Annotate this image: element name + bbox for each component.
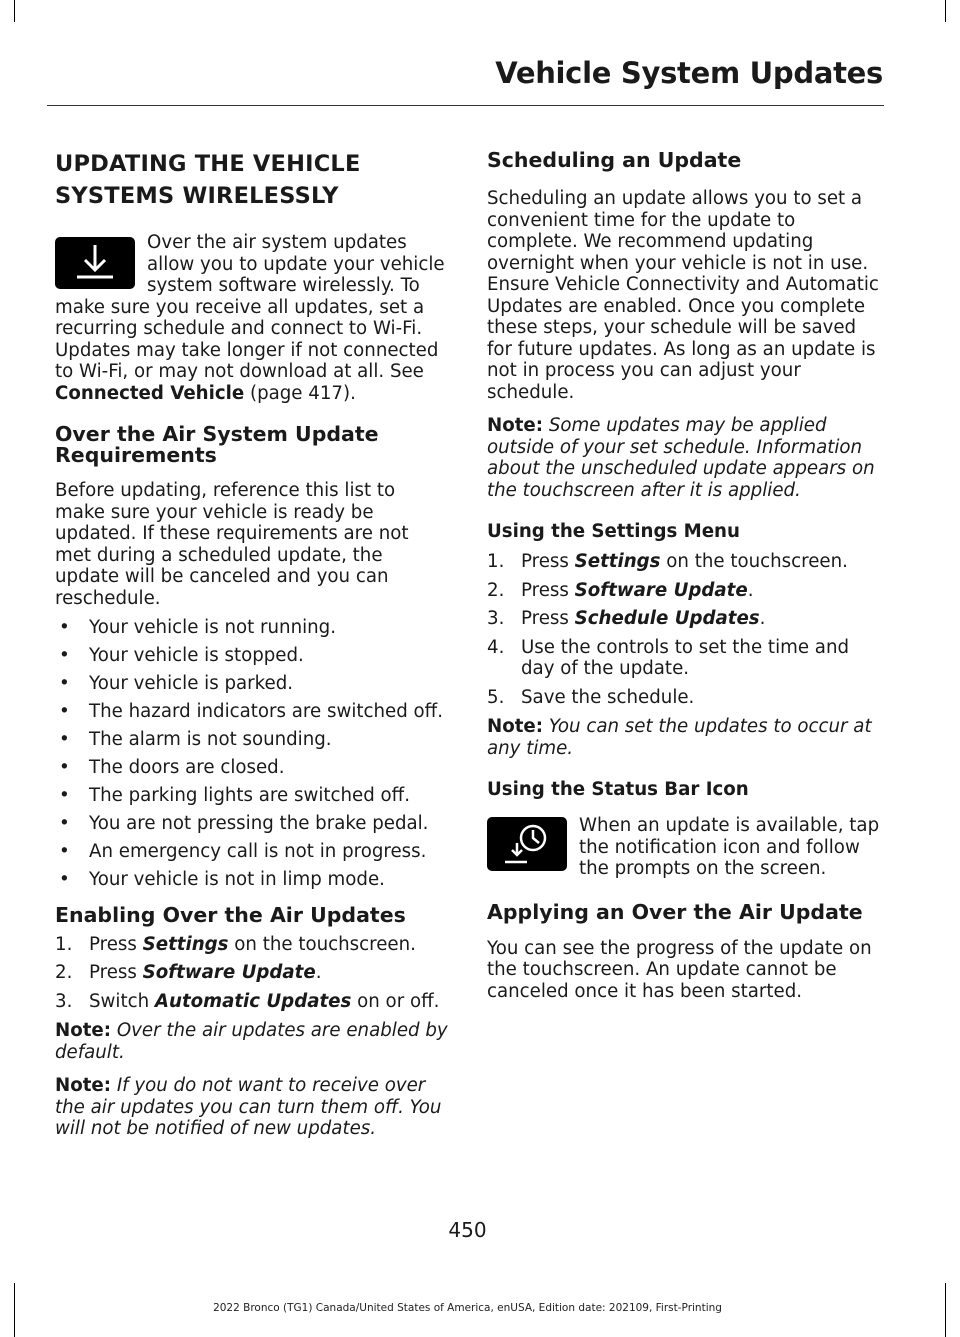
list-item: 2. Press Software Update. [487,579,754,601]
download-icon [55,237,135,289]
list-item: 5. Save the schedule. [487,686,695,708]
applying-heading: Applying an Over the Air Update [487,899,863,924]
status-block [487,815,882,880]
requirements-heading: Over the Air System Update Requirements [55,422,379,467]
crop-mark-top-left [14,0,15,22]
list-item: 1. Press Settings on the touchscreen. [487,551,848,572]
scheduling-paragraph: Scheduling an update allows you to set a convenient time for the update to complete. We recommend updating overnight when your vehicle is not in use. Ensure Vehicle Connectivity and Automatic Updates are enabled. Once you complete these steps, your schedule will be saved for future updates. As long as an update is not in process you can adjust your schedule. [487,188,879,403]
list-item: 2. Press Software Update. [55,962,322,983]
list-item: • An emergency call is not in progress. [55,841,450,863]
list-item: 4. Use the controls to set the time and day of the update. [487,636,850,679]
scheduled-update-icon [487,817,567,871]
main-heading-line2: SYSTEMS WIRELESSLY [55,183,339,209]
enable-steps [55,934,450,1013]
list-item: • The alarm is not sounding. [55,729,450,751]
status-paragraph: When an update is available, tap the notification icon and follow the prompts on the screen. [579,815,880,879]
right-column [487,148,882,1002]
note-any-time: Note: You can set the updates to occur at any time. [487,716,872,759]
list-item: • You are not pressing the brake pedal. [55,813,450,835]
main-heading-line1: UPDATING THE VEHICLE [55,151,361,177]
list-item: • Your vehicle is stopped. [55,645,450,667]
header-divider [47,105,884,106]
requirements-list [55,617,450,891]
list-item: 3. Press Schedule Updates. [487,608,766,629]
intro-block [55,232,450,404]
intro-paragraph: Over the air system updates allow you to update your vehicle system software wirelessly. To make sure you receive all updates, set a recurring schedule and connect to Wi-Fi. Updates may take longer if not connected to Wi-Fi, or may not download at all. See Connected Vehicle (page 417). [55,232,445,404]
crop-mark-top-right [945,0,946,22]
list-item: 3. Switch Automatic Updates on or off. [55,990,440,1012]
list-item: • The parking lights are switched off. [55,785,450,807]
page-number: 450 [448,1218,487,1242]
enable-heading: Enabling Over the Air Updates [55,902,406,927]
list-item: • The hazard indicators are switched off. [55,701,450,723]
requirements-intro: Before updating, reference this list to make sure your vehicle is ready be updated. If these requirements are not met during a scheduled update, the update will be canceled and you can reschedule. [55,480,409,609]
connected-vehicle-link[interactable]: Connected Vehicle [55,382,245,404]
applying-paragraph: You can see the progress of the update on the touchscreen. An update cannot be canceled once it has been started. [487,937,872,1002]
list-item: • Your vehicle is parked. [55,673,450,695]
list-item: 1. Press Settings on the touchscreen. [55,933,416,955]
note-unscheduled: Note: Some updates may be applied outside of your set schedule. Information about the unscheduled update appears on the touchscreen after it is applied. [487,415,875,501]
scheduling-heading: Scheduling an Update [487,148,742,172]
crop-mark-bottom-right [945,1283,946,1337]
note-enabled-default: Note: Over the air updates are enabled by default. [55,1020,448,1063]
settings-menu-heading: Using the Settings Menu [487,521,740,542]
left-column [55,148,450,1140]
list-item: • Your vehicle is not running. [55,617,450,639]
status-bar-heading: Using the Status Bar Icon [487,779,749,800]
list-item: • Your vehicle is not in limp mode. [55,869,450,891]
list-item: • The doors are closed. [55,757,450,779]
section-title: Vehicle System Updates [495,56,883,90]
settings-steps [487,551,882,708]
note-turn-off: Note: If you do not want to receive over the air updates you can turn them off. You will not be notified of new updates. [55,1075,442,1139]
footer-edition: 2022 Bronco (TG1) Canada/United States of America, enUSA, Edition date: 202109, First-Printing [213,1302,722,1314]
